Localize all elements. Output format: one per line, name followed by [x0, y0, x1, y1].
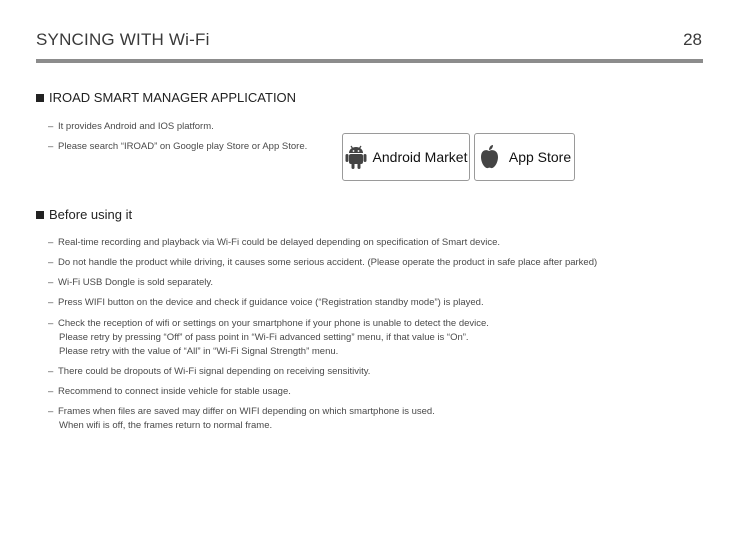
android-market-button[interactable] [342, 133, 470, 181]
bullet-square-icon [36, 211, 44, 219]
android-icon [345, 144, 367, 170]
note-line-continued: When wifi is off, the frames return to normal frame. [59, 420, 273, 431]
section-heading-before [36, 207, 132, 222]
page-number: 28 [683, 30, 702, 49]
note-line: – Do not handle the product while driving, it causes some serious accident. (Please operate the product in safe place after parked) [48, 257, 598, 268]
bullet-square-icon [36, 94, 44, 102]
info-line: – It provides Android and IOS platform. [48, 121, 214, 132]
section-heading-app-text: IROAD SMART MANAGER APPLICATION [49, 90, 297, 105]
note-line: – Press WIFI button on the device and check if guidance voice (“Registration standby mode”) is played. [48, 297, 484, 308]
note-line: – Recommend to connect inside vehicle for stable usage. [48, 386, 291, 397]
note-line-continued: Please retry with the value of “All” in “Wi-Fi Signal Strength” menu. [59, 346, 339, 357]
section-heading-app [36, 90, 296, 105]
section-heading-before-text: Before using it [49, 207, 133, 222]
app-store-label: App Store [508, 149, 572, 165]
apple-icon [478, 144, 500, 170]
note-line: – Frames when files are saved may differ on WIFI depending on which smartphone is used. [48, 406, 435, 417]
app-store-button[interactable] [474, 133, 575, 181]
note-line: – Real-time recording and playback via Wi-Fi could be delayed depending on specification of Smart device. [48, 237, 500, 248]
note-line-continued: Please retry by pressing “Off” of pass point in “Wi-Fi advanced setting” menu, if that value is “On”. [59, 332, 469, 343]
header-divider [36, 59, 703, 63]
note-line: – Check the reception of wifi or settings on your smartphone if your phone is unable to detect the device. [48, 318, 489, 329]
android-market-label: Android Market [372, 149, 468, 165]
header-title: SYNCING WITH Wi-Fi [36, 30, 210, 49]
note-line: – There could be dropouts of Wi-Fi signal depending on receiving sensitivity. [48, 366, 371, 377]
info-line: – Please search “IROAD” on Google play Store or App Store. [48, 141, 308, 152]
note-line: – Wi-Fi USB Dongle is sold separately. [48, 277, 214, 288]
